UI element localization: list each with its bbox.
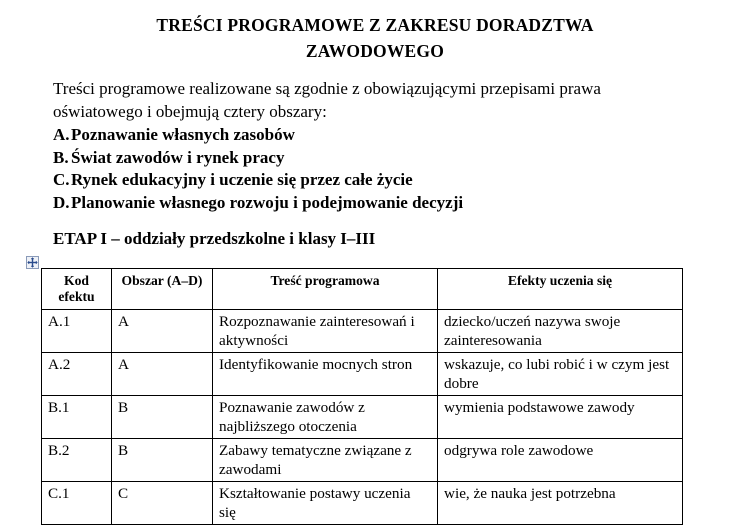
- column-header-content: Treść programowa: [213, 269, 438, 310]
- table-body: [42, 310, 683, 525]
- move-cross-icon: [27, 257, 38, 268]
- intro-line-2: oświatowego i obejmują cztery obszary:: [53, 101, 327, 121]
- cell-code: C.1: [42, 482, 112, 525]
- area-list: [53, 124, 713, 214]
- area-list-item-c: [53, 169, 713, 192]
- cell-outcome: dziecko/uczeń nazywa swoje zainteresowania: [438, 310, 683, 353]
- table-row: [42, 310, 683, 353]
- cell-area: A: [112, 310, 213, 353]
- intro-paragraph: [53, 78, 713, 123]
- intro-line-1: Treści programowe realizowane są zgodnie z obowiązującymi przepisami prawa: [53, 79, 601, 98]
- cell-area: B: [112, 439, 213, 482]
- column-header-area: Obszar (A–D): [112, 269, 213, 310]
- cell-code: A.1: [42, 310, 112, 353]
- table-row: [42, 482, 683, 525]
- table-row: [42, 353, 683, 396]
- cell-content: Zabawy tematyczne związane z zawodami: [213, 439, 438, 482]
- table-row: [42, 396, 683, 439]
- area-list-item-d: [53, 192, 713, 215]
- column-header-code: [42, 269, 112, 310]
- page-title-line-1: TREŚCI PROGRAMOWE Z ZAKRESU DORADZTWA: [156, 15, 594, 35]
- table-header-row: [42, 269, 683, 310]
- page-title: [0, 12, 750, 64]
- cell-content: Rozpoznawanie zainteresowań i aktywności: [213, 310, 438, 353]
- column-header-code-line2: efektu: [58, 289, 95, 304]
- area-list-item-b: [53, 147, 713, 170]
- table-header: [42, 269, 683, 310]
- area-letter-a: A.: [53, 125, 70, 144]
- cell-code: A.2: [42, 353, 112, 396]
- cell-outcome: wie, że nauka jest potrzebna: [438, 482, 683, 525]
- cell-area: A: [112, 353, 213, 396]
- table-move-handle[interactable]: [26, 256, 39, 269]
- column-header-outcomes: Efekty uczenia się: [438, 269, 683, 310]
- cell-area: B: [112, 396, 213, 439]
- table-row: [42, 439, 683, 482]
- content-table-wrapper: [41, 268, 682, 525]
- area-letter-c: C.: [53, 170, 70, 190]
- area-text-d: Planowanie własnego rozwoju i podejmowanie decyzji: [71, 192, 464, 212]
- content-table: [41, 268, 683, 525]
- stage-heading: ETAP I – oddziały przedszkolne i klasy I–III: [53, 229, 376, 248]
- cell-outcome: odgrywa role zawodowe: [438, 439, 683, 482]
- cell-area: C: [112, 482, 213, 525]
- area-list-item-a: [53, 124, 713, 147]
- cell-content: Identyfikowanie mocnych stron: [213, 353, 438, 396]
- cell-outcome: wskazuje, co lubi robić i w czym jest dobre: [438, 353, 683, 396]
- cell-code: B.1: [42, 396, 112, 439]
- cell-content: Kształtowanie postawy uczenia się: [213, 482, 438, 525]
- area-letter-d: D.: [53, 192, 70, 212]
- page-title-line-2: ZAWODOWEGO: [305, 41, 445, 61]
- area-text-b: Świat zawodów i rynek pracy: [71, 147, 285, 167]
- cell-content: Poznawanie zawodów z najbliższego otoczenia: [213, 396, 438, 439]
- cell-code: B.2: [42, 439, 112, 482]
- column-header-code-line1: Kod: [64, 273, 89, 288]
- area-text-a: Poznawanie własnych zasobów: [71, 125, 295, 144]
- cell-outcome: wymienia podstawowe zawody: [438, 396, 683, 439]
- area-letter-b: B.: [53, 147, 69, 167]
- area-text-c: Rynek edukacyjny i uczenie się przez całe życie: [71, 170, 413, 190]
